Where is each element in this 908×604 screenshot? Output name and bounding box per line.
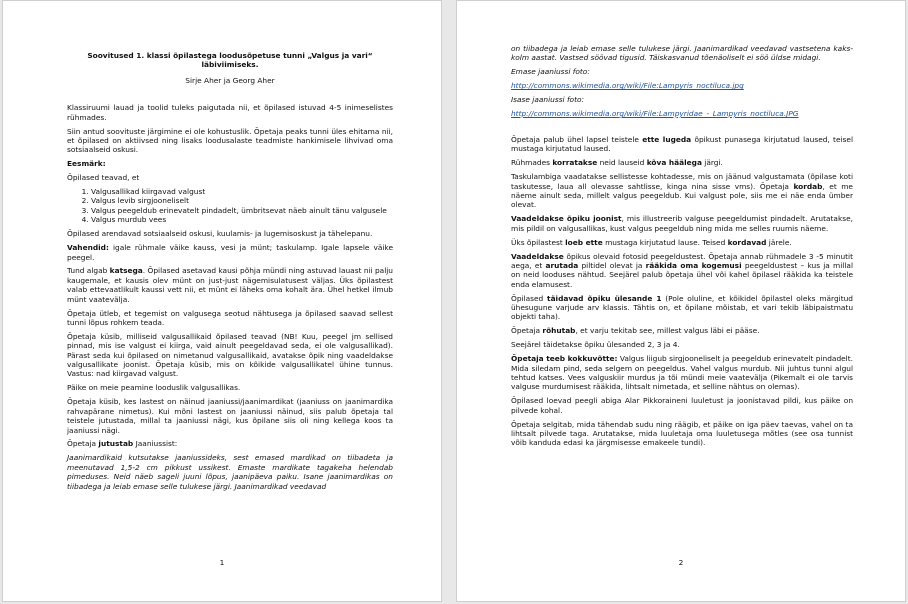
paragraph-task-1: Õpilased täidavad õpiku ülesande 1 (Pole oluline, et kõikidel õpilastel oleks märgitud ühesugune varjude arv klassis. Tähtis on, et õpilane mõistab, et vari tekib läbipaistmatu objekti taha). [511,293,853,322]
male-photo-link[interactable]: http://commons.wikimedia.org/wiki/File:Lampyridae_-_Lampyris_noctiluca.JPG [511,109,799,119]
document-page-1 [2,0,442,602]
paragraph-classroom: Klassiruumi lauad ja toolid tuleks paigutada nii, et õpilased istuvad 4-5 inimeselistes rühmades. [67,103,393,122]
list-item: 3. Valgus peegeldub erinevatelt pindadelt, ümbritsevat näeb ainult tänu valgusele [91,206,393,215]
paragraph-read-sentence: Üks õpilastest loeb ette mustaga kirjutatud lause. Teised kordavad järele. [511,237,792,247]
paragraph-flashlight: Taskulambiga vaadatakse sellistesse kohtadesse, mis on jäänud valgustamata (õpilase koti taskutesse, laua all olevasse sahtlisse, kinga nina sisse vms). Õpetaja kordab, et me näeme ainult seda, millelt valgus peegeldub. Kui valgust pole, siis me ei näe enda ümber olevat. [511,172,853,210]
paragraph-observe-photos: Vaadeldakse õpikus olevaid fotosid peegeldustest. Õpetaja annab rühmadele 3 -5 minutit aega, et arutada piltidel olevat ja rääkida oma kogemusi peegeldustest – kus ja millal on neid looduses nähtud. Seejärel palub õpetaja ühel või kahel õpilasel rääkida ka teistele enda elamusest. [511,251,853,289]
authors-line: Sirje Aher ja Georg Aher [185,75,275,85]
paragraph-students-know: Õpilased teavad, et [67,173,140,183]
page-2-content [511,44,853,452]
paragraph-glowworm-continued: on tiibadega ja leiab emase selle tulukese järgi. Jaanimardikad veedavad vastsetena kaks-kolm aastat. Vastsed söövad tigusid. Täiskasvanud tõenäoliselt ei söö üldse midagi. [511,44,853,63]
paragraph-glowworm-story: Jaanimardikaid kutsutakse jaaniussideks, sest emased mardikad on tiibadeta ja meenutavad 1,5-2 cm pikkust ussikest. Emaste mardikate tagakeha helendab pimeduses. Neid näeb sageli juuni lõpus, jaanipäeva paiku. Isane jaanimardikas on tiibadega ja leiab emase selle tulukese järgi. Jaanimardikad veedavad [67,453,393,491]
page-number: 1 [219,558,225,567]
spacer [511,123,853,135]
document-title: Soovitused 1. klassi õpilastega loodusõpetuse tunni „Valgus ja vari“ läbiviimiseks. [87,51,373,70]
page-1-content [67,51,393,495]
paragraph-glowworm-question: Õpetaja küsib, kes lastest on näinud jaaniussi/jaanimardikat (jaaniuss on jaanimardika rahvapärane nimetus). Kui mõni lastest on jaaniussi näinud, siis palub õpetaja tal teistele jutustada, millal ta jaaniussi nägi, kus õpilane siis oli ning kellega koos ta jaaniussi nägi. [67,397,393,435]
paragraph-recommendations: Siin antud soovituste järgimine ei ole kohustuslik. Õpetaja peaks tunni üles ehitama nii, et õpilased on aktiivsed ning lisaks loodusalaste teadmiste hankimisele lihvivad oma sotsiaalseid oskusi. [67,126,393,155]
list-item: 4. Valgus murdub vees [91,215,393,224]
list-item: 2. Valgus levib sirgjooneliselt [91,196,393,205]
paragraph-sun: Päike on meie peamine looduslik valgusallikas. [67,383,241,393]
paragraph-emphasis: Õpetaja rõhutab, et varju tekitab see, millest valgus läbi ei pääse. [511,326,760,336]
paragraph-summary: Õpetaja teeb kokkuvõtte: Valgus liigub sirgjooneliselt ja peegeldub erinevatelt pindadelt. Mida siledam pind, seda selgem on peegeldus. Vahel valgus murdub. Nii juhtus tunni algul tehtud katses. Vees valguskiir murdus ja tõi mündi meie vaatevälja (Pikemalt ei ole tarvis valguse murdumisest rääkida, lihtsalt nimetada, et selline nähtus on olemas). [511,354,853,392]
paragraph-read-aloud: Õpetaja palub ühel lapsel teistele ette lugeda õpikust punasega kirjutatud laused, teisel mustaga kirjutatud laused. [511,134,854,154]
female-photo-link[interactable]: http://commons.wikimedia.org/wiki/File:Lampyris_noctiluca.jpg [511,81,744,91]
male-photo-label: Isase jaaniussi foto: [511,95,584,105]
paragraph-tasks-2-4: Seejärel täidetakse õpiku ülesanded 2, 3 ja 4. [511,340,680,350]
paragraph-light-sources: Õpetaja küsib, milliseid valgusallikaid õpilased teavad (NB! Kuu, peegel jm sellised pinnad, mis ise valgust ei kiirga, vaid ainult peegeldavad seda, ei ole valgusallikad). Pärast seda kui õpilased on nimetanud valgusallikaid, avatakse õpik ning vaadeldakse valgusallikate joonist. Õpetaja küsib, mis on kõikide valgusallikatel ühine tunnus. Vastus: nad kiirgavad valgust. [67,331,393,379]
goal-heading: Eesmärk: [67,159,106,169]
paragraph-social-skills: Õpilased arendavad sotsiaalseid oskusi, kuulamis- ja lugemisoskust ja tähelepanu. [67,229,373,239]
paragraph-materials: Vahendid: igale rühmale väike kauss, vesi ja münt; taskulamp. Igale lapsele väike peegel. [67,243,393,262]
paragraph-teacher-tells: Õpetaja jutustab Jaaniussist: [67,439,178,449]
paragraph-experiment: Tund algab katsega. Õpilased asetavad kausi põhja mündi ning astuvad lauast nii palju kaugemale, et kausis olev münt on just-just nägemisulatusest väljas. Üks õpilastest valab ettevaatlikult kaussi vett nii, et münt ei läheks oma kohalt ära. Ühel hetkel ilmub münt vaatevälja. [67,266,393,304]
paragraph-poem: Õpilased loevad peegli abiga Alar Pikkoraineni luuletust ja joonistavad pildi, kus päike on pilvede kohal. [511,396,853,415]
page-number: 2 [678,558,684,567]
female-photo-link-line [511,81,853,90]
list-item: 1. Valgusallikad kiirgavad valgust [91,187,393,196]
document-page-2 [456,0,906,602]
learning-outcomes-list [67,187,393,225]
paragraph-teacher-says: Õpetaja ütleb, et tegemist on valgusega seotud nähtusega ja õpilased saavad sellest tunni lõpus rohkem teada. [67,308,393,327]
paragraph-observe-figure: Vaadeldakse õpiku joonist, mis illustreerib valguse peegeldumist pindadelt. Arutatakse, mis pildil on valgusallikas, kust valgus peegeldub ning mida me selles ruumis näeme. [511,214,853,233]
male-photo-link-line [511,109,853,118]
paragraph-explains: Õpetaja selgitab, mida tähendab sudu ning räägib, et päike on iga päev taevas, vahel on ta lihtsalt pilvede taga. Arutatakse, mida luuletaja oma luuletusega mõtles (see osa tunnist võib kanduda edasi ka järgmisesse emakeele tundi). [511,419,853,448]
female-photo-label: Emase jaaniussi foto: [511,67,590,77]
paragraph-repeat: Rühmades korratakse neid lauseid kõva häälega järgi. [511,158,723,168]
